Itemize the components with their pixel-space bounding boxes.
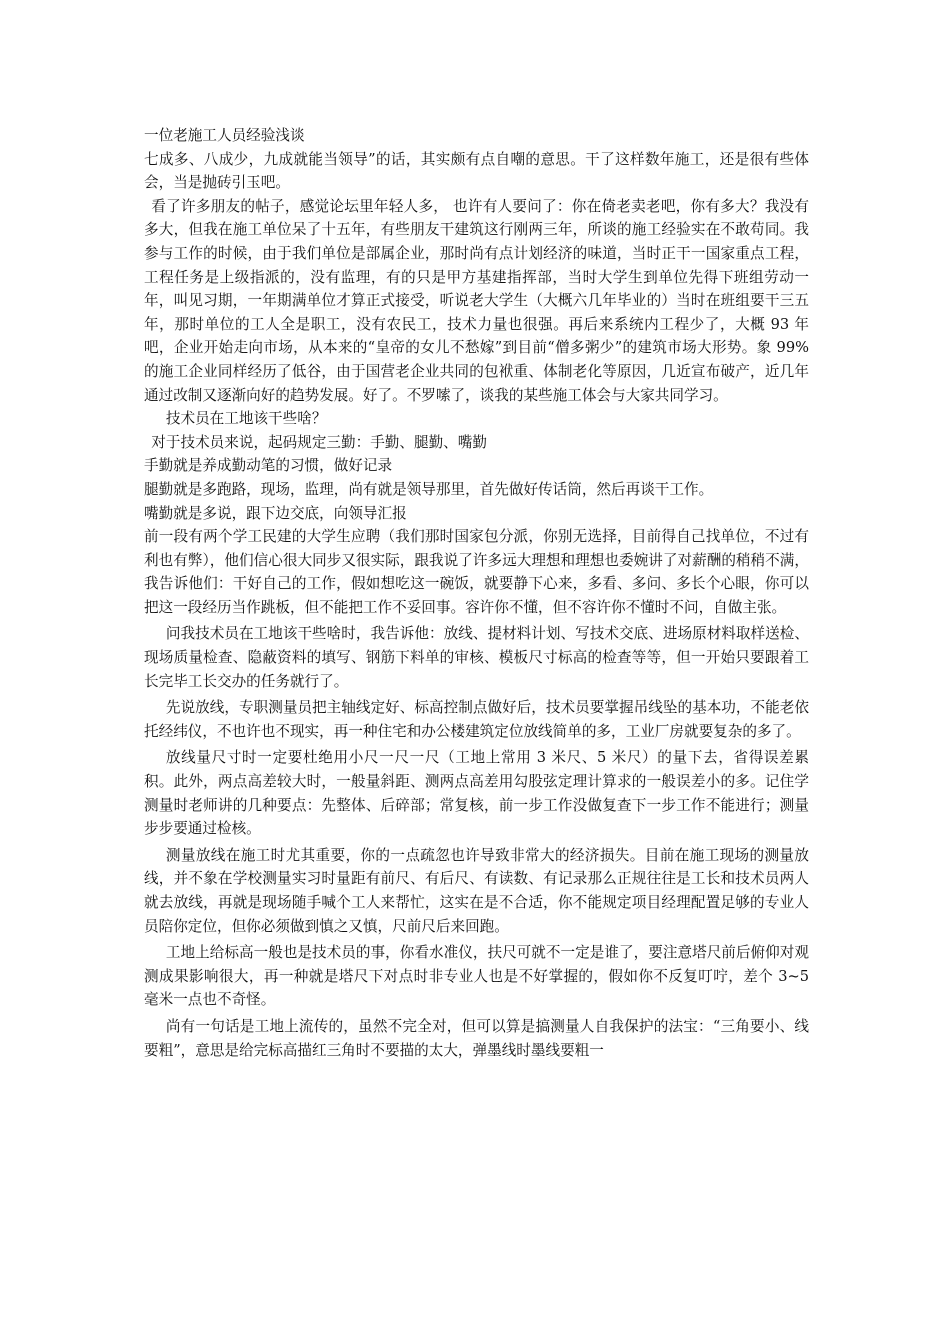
paragraph: 先说放线，专职测量员把主轴线定好、标高控制点做好后，技术员要掌握吊线坠的基本功，不能老依托经纬仪，不也许也不现实，再一种住宅和办公楼建筑定位放线简单的多，工业厂房就要复杂的多了。 — [144, 699, 809, 740]
paragraph: 看了许多朋友的帖子，感觉论坛里年轻人多， 也许有人要问了：你在倚老卖老吧，你有多大？我没有多大，但我在施工单位呆了十五年，有些朋友干建筑这行刚两三年，所谈的施工经验实在不敢苟同。我参与工作的时候，由于我们单位是部属企业，那时尚有点计划经济的味道，当时正干一国家重点工程，工程任务是上级指派的，没有监理，有的只是甲方基建指挥部，当时大学生到单位先得下班组劳动一年，叫见习期，一年期满单位才算正式接受，听说老大学生（大概六几年毕业的）当时在班组要干三五年，那时单位的工人全是职工，没有农民工，技术力量也很强。再后来系统内工程少了，大概 93 年吧，企业开始走向市场，从本来的“皇帝的女儿不愁嫁”到目前“僧多粥少”的建筑市场大形势。象 99%的施工企业同样经历了低谷，由于国营老企业共同的包袱重、体制老化等原因，几近宣布破产，近几年通过改制又逐渐向好的趋势发展。好了。不罗嗦了，谈我的某些施工体会与大家共同学习。 — [144, 197, 809, 404]
paragraph: 工地上给标高一般也是技术员的事，你看水准仪，扶尺可就不一定是谁了，要注意塔尺前后俯仰对观测成果影响很大，再一种就是塔尺下对点时非专业人也是不好掌握的，假如你不反复叮咛，差个 3~5 毫米一点也不奇怪。 — [144, 944, 809, 1009]
document-body — [144, 148, 809, 1063]
paragraph: 对于技术员来说，起码规定三勤：手勤、腿勤、嘴勤 — [151, 433, 487, 451]
paragraph: 嘴勤就是多说，跟下边交底，向领导汇报 — [144, 504, 407, 522]
document-page — [144, 124, 809, 1062]
paragraph: 前一段有两个学工民建的大学生应聘（我们那时国家包分派，你别无选择，目前得自己找单位，不过有利也有弊），他们信心很大同步又很实际，跟我说了许多远大理想和理想也委婉讲了对薪酬的稍稍不满，我告诉他们：干好自己的工作，假如想吃这一碗饭，就要静下心来，多看、多问、多长个心眼，你可以把这一段经历当作跳板，但不能把工作不妥回事。容许你不懂，但不容许你不懂时不问，自做主张。 — [144, 528, 809, 616]
paragraph: 腿勤就是多跑路，现场，监理，尚有就是领导那里，首先做好传话筒，然后再谈干工作。 — [144, 480, 714, 498]
paragraph: 七成多、八成少，九成就能当领导”的话，其实颇有点自嘲的意思。干了这样数年施工，还是很有些体会，当是抛砖引玉吧。 — [144, 150, 809, 192]
paragraph: 手勤就是养成勤动笔的习惯，做好记录 — [144, 457, 393, 475]
paragraph: 尚有一句话是工地上流传的，虽然不完全对，但可以算是搞测量人自我保护的法宝：“三角要小、线要粗”，意思是给完标高描红三角时不要描的太大，弹墨线时墨线要粗一 — [144, 1017, 809, 1059]
paragraph: 问我技术员在工地该干些啥时，我告诉他：放线、提材料计划、写技术交底、进场原材料取样送检、现场质量检查、隐蔽资料的填写、钢筋下料单的审核、模板尺寸标高的检查等等，但一开始只要跟着工长完毕工长交办的任务就行了。 — [144, 625, 809, 690]
paragraph: 技术员在工地该干些啥？ — [165, 410, 327, 428]
paragraph: 放线量尺寸时一定要杜绝用小尺一尺一尺（工地上常用 3 米尺、5 米尺）的量下去，省得误差累积。此外，两点高差较大时，一般量斜距、测两点高差用勾股弦定理计算求的一般误差小的多。记住学测量时老师讲的几种要点：先整体、后碎部；常复核，前一步工作没做复查下一步工作不能进行；测量步步要通过检核。 — [144, 749, 809, 838]
paragraph: 测量放线在施工时尤其重要，你的一点疏忽也许导致非常大的经济损失。目前在施工现场的测量放线，并不象在学校测量实习时量距有前尺、有后尺、有读数、有记录那么正规往往是工长和技术员两人就去放线，再就是现场随手喊个工人来帮忙，这实在是不合适，你不能规定项目经理配置足够的专业人员陪你定位，但你必须做到慎之又慎，尺前尺后来回跑。 — [144, 846, 809, 935]
document-title: 一位老施工人员经验浅谈 — [144, 127, 305, 144]
